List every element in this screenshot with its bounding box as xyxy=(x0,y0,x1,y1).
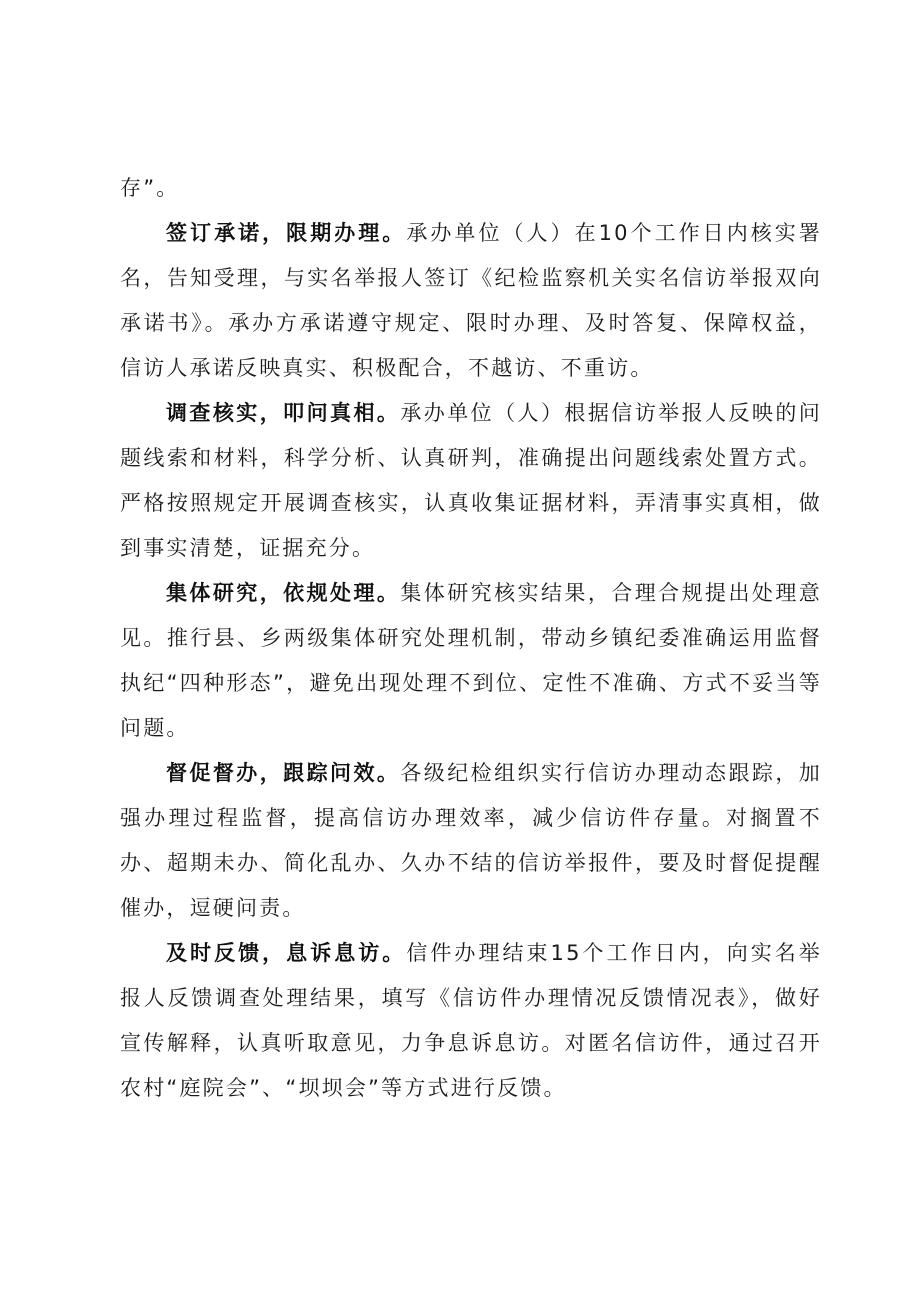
paragraph-supervise xyxy=(120,751,822,931)
paragraph-body: 存”。 xyxy=(120,176,180,200)
paragraph-body: 承办单位（人）在10个工作日内核实署名，告知受理，与实名举报人签订《纪检监察机关实名信访举报双向承诺书》。承办方承诺遵守规定、限时办理、及时答复、保障权益，信访人承诺反映真实、积极配合，不越访、不重访。 xyxy=(120,221,823,380)
paragraph-feedback xyxy=(120,931,822,1111)
paragraph-heading: 督促督办，跟踪问效。 xyxy=(166,761,401,785)
paragraph-collective-study xyxy=(120,571,822,751)
paragraph-heading: 及时反馈，息诉息访。 xyxy=(166,941,407,965)
paragraph-body: 信件办理结束15个工作日内，向实名举报人反馈调查处理结果，填写《信访件办理情况反馈情况表》，做好宣传解释，认真听取意见，力争息诉息访。对匿名信访件，通过召开农村“庭院会”、“坝坝会”等方式进行反馈。 xyxy=(120,941,823,1100)
paragraph-body: 集体研究核实结果，合理合规提出处理意见。推行县、乡两级集体研究处理机制，带动乡镇纪委准确运用监督执纪“四种形态”，避免出现处理不到位、定性不准确、方式不妥当等问题。 xyxy=(120,581,822,740)
paragraph-sign-commitment xyxy=(120,211,822,391)
paragraph-heading: 签订承诺，限期办理。 xyxy=(166,221,407,245)
paragraph-body: 各级纪检组织实行信访办理动态跟踪，加强办理过程监督，提高信访办理效率，减少信访件存量。对搁置不办、超期未办、简化乱办、久办不结的信访举报件，要及时督促提醒催办，逗硬问责。 xyxy=(120,761,822,920)
document-body xyxy=(120,166,822,1111)
paragraph-body: 承办单位（人）根据信访举报人反映的问题线索和材料，科学分析、认真研判，准确提出问题线索处置方式。严格按照规定开展调查核实，认真收集证据材料，弄清事实真相，做到事实清楚，证据充分。 xyxy=(120,401,822,560)
paragraph-continuation xyxy=(120,166,822,211)
paragraph-heading: 调查核实，叩问真相。 xyxy=(166,401,401,425)
paragraph-heading: 集体研究，依规处理。 xyxy=(166,581,401,605)
paragraph-investigate xyxy=(120,391,822,571)
